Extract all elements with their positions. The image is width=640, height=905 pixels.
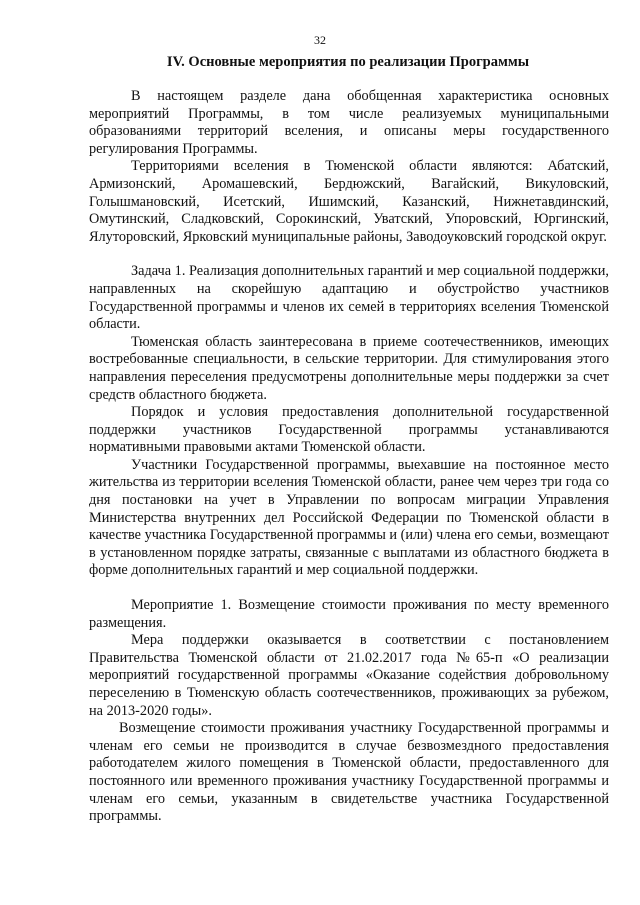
paragraph-procedure: Порядок и условия предоставления дополнительной государственной поддержки участников Государственной программы устанавливаются нормативными правовыми актами Тюменской области. (89, 404, 609, 456)
paragraph-measure-1: Мероприятие 1. Возмещение стоимости проживания по месту временного размещения. (89, 597, 609, 631)
page-number: 32 (314, 33, 326, 47)
paragraph-reimbursement: Участники Государственной программы, выехавшие на постоянное место жительства из территории вселения Тюменской области, ранее чем через три года со дня постановки на учет в Управлении по вопросам миграции Управления Министерства внутренних дел Российской Федерации по Тюменской области в качестве участника Государственной программы и (или) члена его семьи, возмещают в установленном порядке затраты, связанные с выплатами из областного бюджета в форме дополнительных гарантий и мер социальной поддержки. (89, 456, 609, 579)
paragraph-gap (89, 580, 609, 597)
body-text (89, 88, 609, 826)
paragraph-gap (89, 246, 609, 263)
paragraph-support-measure: Мера поддержки оказывается в соответствии с постановлением Правительства Тюменской области от 21.02.2017 года №65-п «О реализации мероприятий государственной программы «Оказание содействия добровольному переселению в Тюменскую область соотечественников, проживающих за рубежом, на 2013-2020 годы». (89, 632, 609, 719)
paragraph-task-1: Задача 1. Реализация дополнительных гарантий и мер социальной поддержки, направленных на скорейшую адаптацию и обустройство участников Государственной программы и членов их семей в территориях вселения Тюменской области. (89, 263, 609, 333)
paragraph-intro: В настоящем разделе дана обобщенная характеристика основных мероприятий Программы, в том числе реализуемых муниципальными образованиями территорий вселения, и описаны меры государственного регулирования Программы. (89, 88, 609, 157)
section-heading: IV. Основные мероприятия по реализации Программы (166, 54, 530, 70)
paragraph-region-interest: Тюменская область заинтересована в приеме соотечественников, имеющих востребованные специальности, в сельские территории. Для стимулирования этого направления переселения предусмотрены дополнительные меры поддержки за счет средств областного бюджета. (89, 333, 609, 403)
paragraph-territories: Территориями вселения в Тюменской области являются: Абатский, Армизонский, Аромашевский, Бердюжский, Вагайский, Викуловский, Голышмановский, Исетский, Ишимский, Казанский, Нижнетавдинский, Омутинский, Сладковский, Сорокинский, Уватский, Упоровский, Юргинский, Ялуторовский, Ярковский муниципальные районы, Заводоуковский городской округ. (89, 158, 609, 245)
paragraph-no-reimbursement: Возмещение стоимости проживания участнику Государственной программы и членам его семьи не производится в случае безвозмездного предоставления работодателем жилого помещения в Тюменской области, предоставленного для постоянного или временного проживания участнику Государственной программы и членам его семьи, указанным в свидетельстве участника Государственной программы. (89, 720, 609, 825)
